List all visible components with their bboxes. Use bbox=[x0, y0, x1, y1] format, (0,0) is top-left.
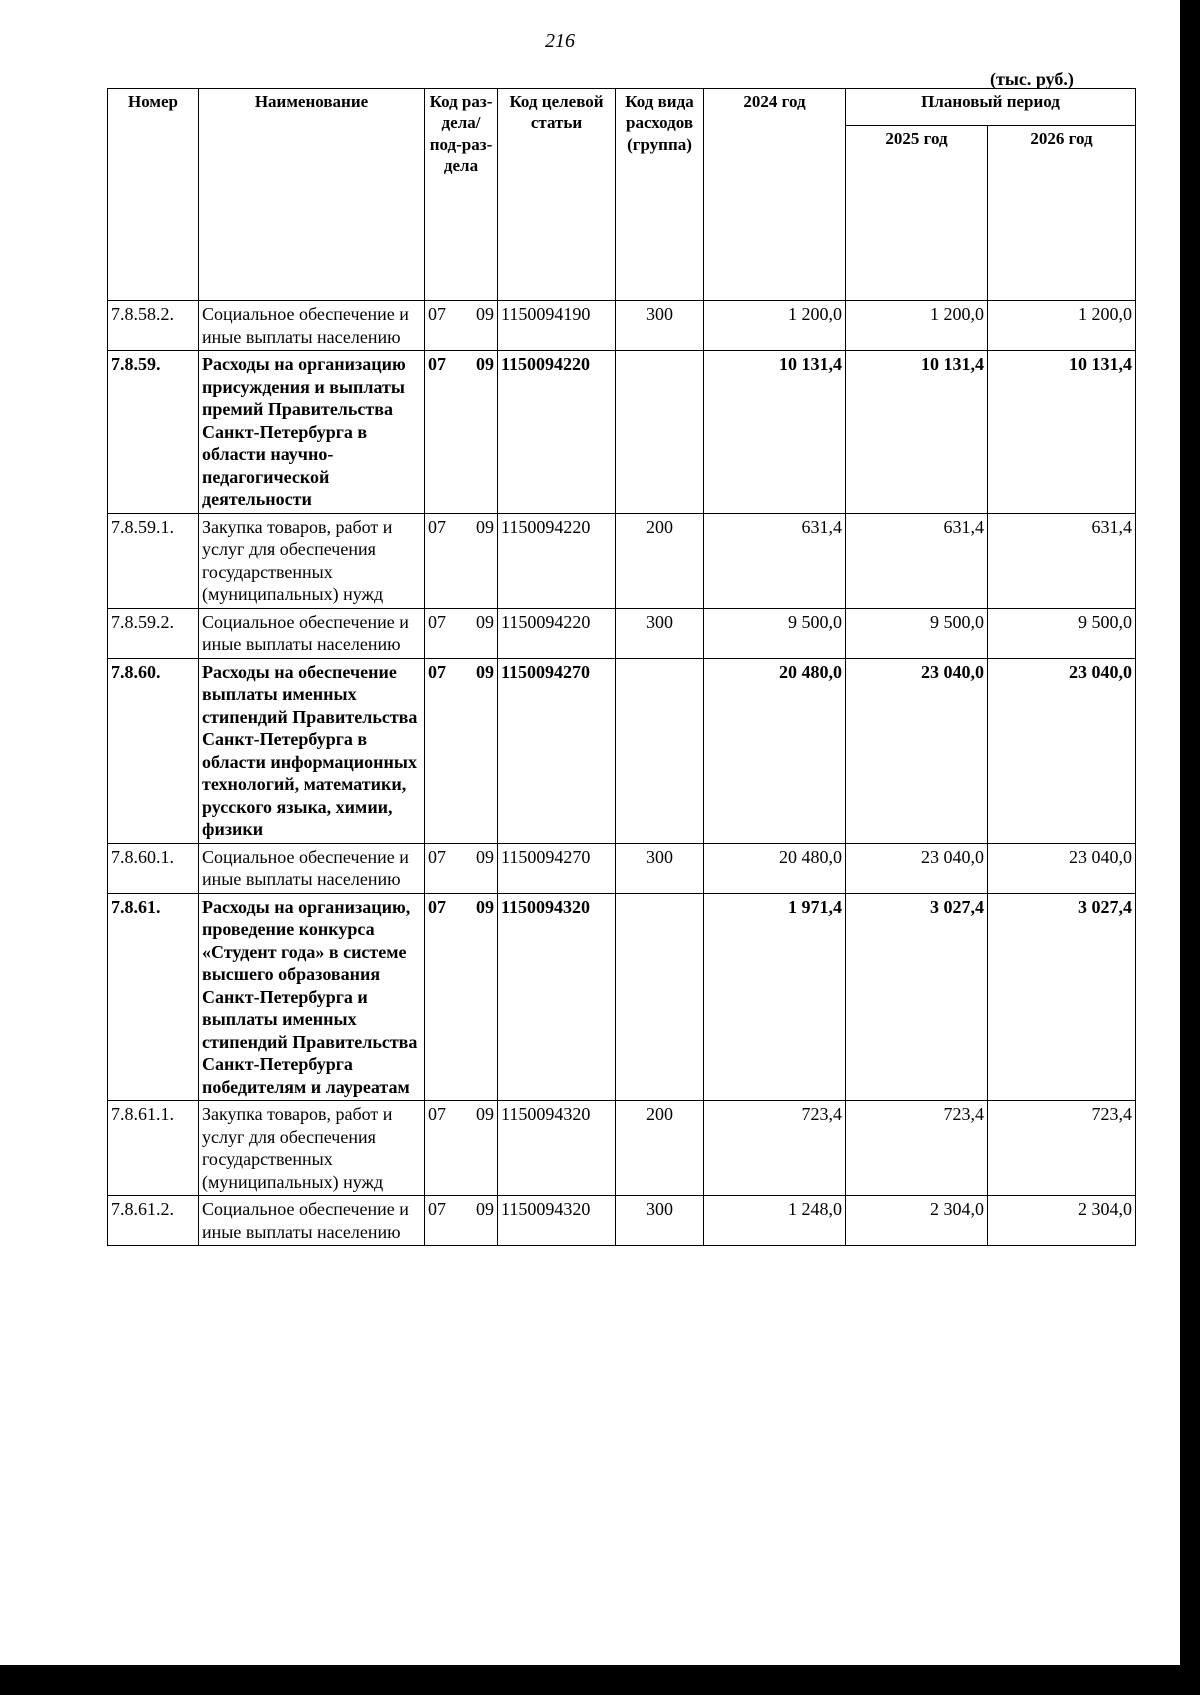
row-target-code: 1150094220 bbox=[498, 513, 616, 608]
row-number: 7.8.60.1. bbox=[108, 843, 199, 893]
row-target-code: 1150094190 bbox=[498, 301, 616, 351]
header-target: Код целевой статьи bbox=[498, 89, 616, 301]
section-code: 07 bbox=[428, 1104, 446, 1124]
row-value-2024: 1 248,0 bbox=[704, 1196, 846, 1246]
section-code: 07 bbox=[428, 846, 446, 867]
row-name: Закупка товаров, работ и услуг для обеспечения государственных (муниципальных) нужд bbox=[199, 513, 425, 608]
row-expense-group: 300 bbox=[616, 301, 704, 351]
row-value-2025: 23 040,0 bbox=[846, 658, 988, 843]
subsection-code: 09 bbox=[476, 1104, 494, 1124]
section-code: 07 bbox=[428, 661, 446, 682]
row-value-2024: 1 200,0 bbox=[704, 301, 846, 351]
row-expense-group: 300 bbox=[616, 608, 704, 658]
row-section-code bbox=[425, 843, 498, 893]
scan-edge-right bbox=[1180, 0, 1200, 1695]
row-value-2026: 1 200,0 bbox=[988, 301, 1136, 351]
row-value-2025: 723,4 bbox=[846, 1101, 988, 1196]
row-expense-group: 300 bbox=[616, 1196, 704, 1246]
row-target-code: 1150094220 bbox=[498, 608, 616, 658]
row-value-2025: 9 500,0 bbox=[846, 608, 988, 658]
row-value-2025: 1 200,0 bbox=[846, 301, 988, 351]
header-expense-type: Код вида расходов (группа) bbox=[616, 89, 704, 301]
row-value-2025: 3 027,4 bbox=[846, 893, 988, 1101]
table-row bbox=[108, 513, 1136, 608]
section-code: 07 bbox=[428, 896, 446, 917]
row-value-2024: 20 480,0 bbox=[704, 843, 846, 893]
row-value-2026: 10 131,4 bbox=[988, 351, 1136, 514]
row-expense-group bbox=[616, 658, 704, 843]
row-number: 7.8.59.1. bbox=[108, 513, 199, 608]
table-row bbox=[108, 893, 1136, 1101]
row-number: 7.8.59. bbox=[108, 351, 199, 514]
row-section-code bbox=[425, 1101, 498, 1196]
row-name: Социальное обеспечение и иные выплаты населению bbox=[199, 843, 425, 893]
table-row bbox=[108, 608, 1136, 658]
row-section-code bbox=[425, 513, 498, 608]
table-row bbox=[108, 351, 1136, 514]
row-value-2025: 631,4 bbox=[846, 513, 988, 608]
budget-table bbox=[107, 88, 1136, 1246]
subsection-code: 09 bbox=[476, 896, 494, 917]
row-value-2026: 2 304,0 bbox=[988, 1196, 1136, 1246]
row-number: 7.8.60. bbox=[108, 658, 199, 843]
row-value-2024: 9 500,0 bbox=[704, 608, 846, 658]
row-target-code: 1150094270 bbox=[498, 843, 616, 893]
row-expense-group: 200 bbox=[616, 1101, 704, 1196]
row-section-code bbox=[425, 893, 498, 1101]
table-body bbox=[108, 301, 1136, 1246]
row-value-2026: 723,4 bbox=[988, 1101, 1136, 1196]
row-value-2025: 10 131,4 bbox=[846, 351, 988, 514]
table-row bbox=[108, 1196, 1136, 1246]
units-label: (тыс. руб.) bbox=[990, 69, 1074, 89]
table-row bbox=[108, 843, 1136, 893]
header-2024: 2024 год bbox=[704, 89, 846, 301]
row-number: 7.8.58.2. bbox=[108, 301, 199, 351]
row-value-2026: 3 027,4 bbox=[988, 893, 1136, 1101]
row-name: Расходы на организацию, проведение конкурса «Студент года» в системе высшего образования Санкт-Петербурга и выплаты именных стипендий Правительства Санкт-Петербурга победителям и лауреатам bbox=[199, 893, 425, 1101]
row-value-2026: 9 500,0 bbox=[988, 608, 1136, 658]
subsection-code: 09 bbox=[476, 611, 494, 632]
header-section: Код раз-дела/ под-раз-дела bbox=[425, 89, 498, 301]
header-name: Наименование bbox=[199, 89, 425, 301]
row-number: 7.8.61.2. bbox=[108, 1196, 199, 1246]
row-target-code: 1150094270 bbox=[498, 658, 616, 843]
row-number: 7.8.61.1. bbox=[108, 1101, 199, 1196]
subsection-code: 09 bbox=[476, 846, 494, 867]
subsection-code: 09 bbox=[476, 1199, 494, 1219]
header-2026: 2026 год bbox=[988, 126, 1136, 301]
section-code: 07 bbox=[428, 1199, 446, 1219]
page-number: 216 bbox=[545, 30, 575, 52]
row-name: Социальное обеспечение и иные выплаты населению bbox=[199, 301, 425, 351]
row-value-2024: 10 131,4 bbox=[704, 351, 846, 514]
row-value-2024: 20 480,0 bbox=[704, 658, 846, 843]
row-target-code: 1150094320 bbox=[498, 893, 616, 1101]
header-number: Номер bbox=[108, 89, 199, 301]
row-expense-group bbox=[616, 351, 704, 514]
row-name: Социальное обеспечение и иные выплаты населению bbox=[199, 1196, 425, 1246]
row-target-code: 1150094320 bbox=[498, 1101, 616, 1196]
table-row bbox=[108, 301, 1136, 351]
row-value-2024: 723,4 bbox=[704, 1101, 846, 1196]
row-target-code: 1150094220 bbox=[498, 351, 616, 514]
row-name: Расходы на организацию присуждения и выплаты премий Правительства Санкт-Петербурга в области научно-педагогической деятельности bbox=[199, 351, 425, 514]
header-planning-period: Плановый период bbox=[846, 89, 1136, 126]
table-row bbox=[108, 1101, 1136, 1196]
row-name: Расходы на обеспечение выплаты именных стипендий Правительства Санкт-Петербурга в области информационных технологий, математики, русского языка, химии, физики bbox=[199, 658, 425, 843]
scan-edge-bottom bbox=[0, 1665, 1200, 1695]
section-code: 07 bbox=[428, 611, 446, 632]
subsection-code: 09 bbox=[476, 304, 494, 324]
row-number: 7.8.61. bbox=[108, 893, 199, 1101]
subsection-code: 09 bbox=[476, 661, 494, 682]
row-value-2026: 23 040,0 bbox=[988, 658, 1136, 843]
row-target-code: 1150094320 bbox=[498, 1196, 616, 1246]
row-section-code bbox=[425, 608, 498, 658]
section-code: 07 bbox=[428, 516, 446, 537]
row-expense-group: 300 bbox=[616, 843, 704, 893]
section-code: 07 bbox=[428, 354, 446, 374]
row-expense-group bbox=[616, 893, 704, 1101]
table-row bbox=[108, 658, 1136, 843]
subsection-code: 09 bbox=[476, 516, 494, 537]
row-name: Закупка товаров, работ и услуг для обеспечения государственных (муниципальных) нужд bbox=[199, 1101, 425, 1196]
row-section-code bbox=[425, 301, 498, 351]
row-value-2025: 23 040,0 bbox=[846, 843, 988, 893]
row-section-code bbox=[425, 1196, 498, 1246]
header-2025: 2025 год bbox=[846, 126, 988, 301]
row-value-2024: 631,4 bbox=[704, 513, 846, 608]
row-value-2025: 2 304,0 bbox=[846, 1196, 988, 1246]
row-number: 7.8.59.2. bbox=[108, 608, 199, 658]
section-code: 07 bbox=[428, 304, 446, 324]
row-value-2026: 631,4 bbox=[988, 513, 1136, 608]
row-value-2026: 23 040,0 bbox=[988, 843, 1136, 893]
row-section-code bbox=[425, 351, 498, 514]
row-name: Социальное обеспечение и иные выплаты населению bbox=[199, 608, 425, 658]
row-value-2024: 1 971,4 bbox=[704, 893, 846, 1101]
row-expense-group: 200 bbox=[616, 513, 704, 608]
row-section-code bbox=[425, 658, 498, 843]
subsection-code: 09 bbox=[476, 354, 494, 374]
